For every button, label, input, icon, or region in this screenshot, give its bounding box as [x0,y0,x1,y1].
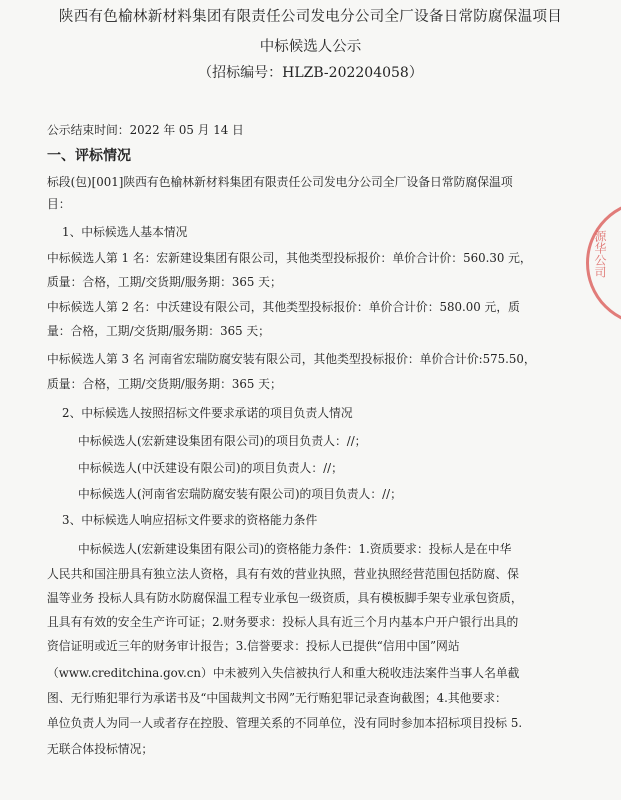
document-subtitle: 中标候选人公示 [259,39,362,55]
candidate-1-line2: 质量：合格，工期/交货期/服务期：365 天； [47,275,282,289]
qualification-line-7: 图、无行贿犯罪行为承诺书及“中国裁判文书网”无行贿犯罪记录查询截图；4.其他要求： [47,691,507,705]
tender-number: （招标编号：HLZB-202204058） [198,65,423,81]
section-heading-evaluation: 一、评标情况 [47,148,131,164]
qualification-line-6: （www.creditchina.gov.cn）中未被列入失信被执行人和重大税收违法案件当事人名单截 [47,666,520,680]
qualification-line-8: 单位负责人为同一人或者存在控股、管理关系的不同单位，没有同时参加本招标项目投标 5. [47,716,523,730]
qualification-line-1: 中标候选人(宏新建设集团有限公司)的资格能力条件：1.资质要求：投标人是在中华 [78,542,512,556]
candidate-2-line1: 中标候选人第 2 名：中沃建设有限公司，其他类型投标报价：单价合计价：580.00 元，质 [47,300,520,314]
notice-end-date: 公示结束时间：2022 年 05 月 14 日 [47,123,244,137]
lot-description: 标段(包)[001]陕西有色榆林新材料集团有限责任公司发电分公司全厂设备日常防腐保温项 [47,175,513,189]
document-title: 陕西有色榆林新材料集团有限责任公司发电分公司全厂设备日常防腐保温项目 [58,9,563,25]
lot-description-cont: 目： [47,197,71,211]
candidate-2-line2: 量：合格，工期/交货期/服务期：365 天； [47,324,270,338]
candidate-3-line1: 中标候选人第 3 名 河南省宏瑞防腐安装有限公司，其他类型投标报价：单价合计价:575.50， [47,352,536,366]
subsection-heading-candidates: 1、中标候选人基本情况 [62,225,188,239]
project-leader-3: 中标候选人(河南省宏瑞防腐安装有限公司)的项目负责人：//； [78,487,402,501]
candidate-3-line2: 质量：合格，工期/交货期/服务期：365 天； [47,377,282,391]
company-seal-text: 源华公司 [593,230,607,278]
project-leader-2: 中标候选人(中沃建设有限公司)的项目负责人：//； [78,461,343,475]
candidate-1-line1: 中标候选人第 1 名：宏新建设集团有限公司，其他类型投标报价：单价合计价：560.30 元， [47,251,532,265]
qualification-line-3: 温等业务 投标人具有防水防腐保温工程专业承包一级资质，具有模板脚手架专业承包资质， [47,591,523,605]
project-leader-1: 中标候选人(宏新建设集团有限公司)的项目负责人：//； [78,434,367,448]
subsection-heading-project-leader: 2、中标候选人按照招标文件要求承诺的项目负责人情况 [62,406,353,420]
qualification-line-4: 且具有有效的安全生产许可证；2.财务要求：投标人具有近三个月内基本户开户银行出具的 [47,615,519,629]
qualification-line-2: 人民共和国注册具有独立法人资格，具有有效的营业执照，营业执照经营范围包括防腐、保 [47,567,519,581]
qualification-line-5: 资信证明或近三年的财务审计报告；3.信誉要求：投标人已提供“信用中国”网站 [47,639,460,653]
qualification-line-9: 无联合体投标情况； [47,742,154,756]
subsection-heading-qualifications: 3、中标候选人响应招标文件要求的资格能力条件 [62,513,318,527]
